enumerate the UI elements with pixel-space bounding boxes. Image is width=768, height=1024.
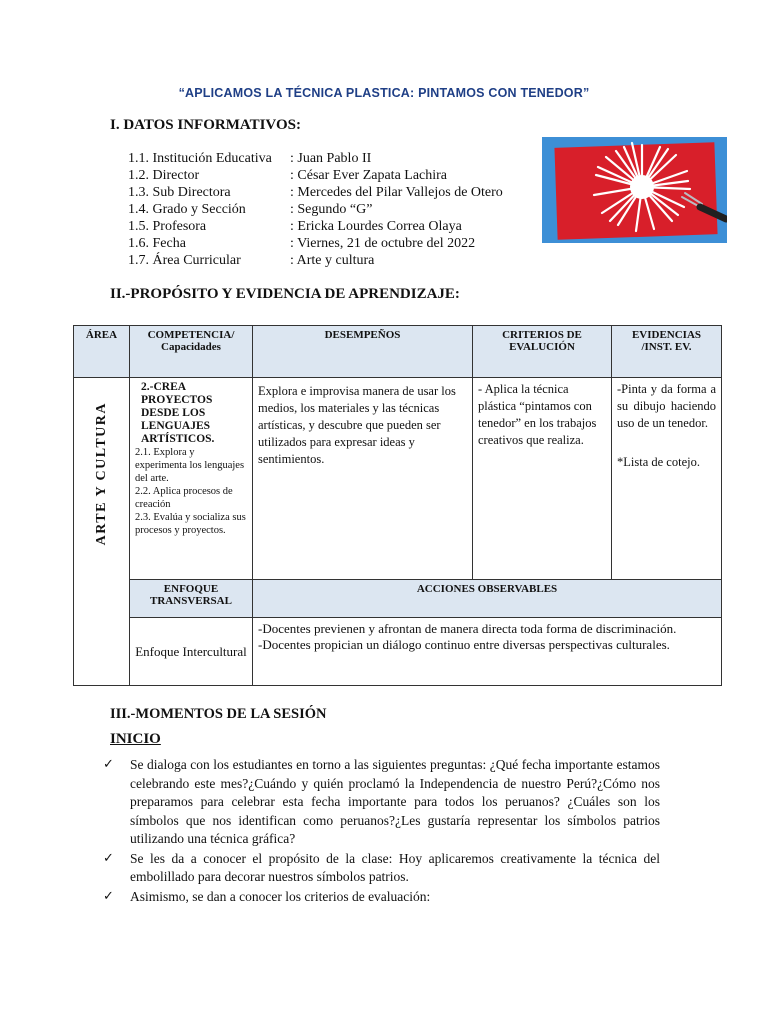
header-capacidades: Capacidades (161, 341, 221, 353)
accion-item: -Docentes previenen y afrontan de manera directa toda forma de discriminación. (258, 621, 677, 636)
header-competencia (130, 326, 253, 378)
header-area: ÁREA (74, 326, 130, 378)
info-label: 1.2. Director (128, 168, 200, 183)
list-item-text: Se dialoga con los estudiantes en torno a las siguientes preguntas: ¿Qué fecha importante estamos celebrando este mes?¿Cuándo y quién proclamó la Independencia de nuestro Perú?¿Cómo nos preparamos para celebrar esta fecha importante para todos los peruanos? ¿Cuáles son los símbolos que nos identifican como peruanos?¿Les gustaría representar los símbolos patrios utilizando una técnica gráfica? (130, 757, 660, 846)
info-label: 1.6. Fecha (128, 236, 186, 251)
fork-painting-photo (542, 137, 727, 243)
check-icon: ✓ (103, 757, 114, 772)
header-criterios: CRITERIOS DE EVALUCIÓN (473, 326, 612, 378)
document-title: “APLICAMOS LA TÉCNICA PLASTICA: PINTAMOS CON TENEDOR” (178, 86, 590, 100)
list-item (103, 756, 660, 849)
info-label: 1.1. Institución Educativa (128, 151, 272, 166)
criterio-cell: - Aplica la técnica plástica “pintamos con tenedor” en los trabajos creativos que realiza. (473, 378, 612, 580)
competencia-cell (130, 378, 253, 580)
enfoque-value: Enfoque Intercultural (130, 618, 253, 686)
header-evidencias: EVIDENCIAS /INST. EV. (612, 326, 722, 378)
info-row (128, 167, 503, 184)
capacidad-item: 2.1. Explora y experimenta los lenguajes del arte. (135, 447, 245, 484)
info-row (128, 201, 503, 218)
inicio-list (103, 756, 660, 907)
info-value: : Arte y cultura (290, 253, 375, 268)
desempeno-cell: Explora e improvisa manera de usar los medios, los materiales y las técnicas artísticas, y descubre que pueden ser utilizados para expresar ideas y sentimientos. (253, 378, 473, 580)
header-desempenos: DESEMPEÑOS (253, 326, 473, 378)
learning-table (73, 325, 722, 686)
white-flower-painting (542, 137, 727, 243)
competencia-title: 2.-CREA PROYECTOS DESDE LOS LENGUAJES ARTÍSTICOS. (141, 381, 215, 445)
list-item-text: Asimismo, se dan a conocer los criterios de evaluación: (130, 888, 431, 904)
section-heading-momentos: III.-MOMENTOS DE LA SESIÓN (110, 706, 327, 722)
info-row (128, 184, 503, 201)
info-value: : Mercedes del Pilar Vallejos de Otero (290, 185, 503, 200)
info-value: : Segundo “G” (290, 202, 373, 217)
info-label: 1.4. Grado y Sección (128, 202, 246, 217)
info-label: 1.7. Área Curricular (128, 253, 241, 268)
info-row (128, 150, 503, 167)
info-value: : Juan Pablo II (290, 151, 372, 166)
area-value: ARTE Y CULTURA (93, 402, 109, 546)
info-row (128, 235, 503, 252)
acciones-cell (253, 618, 722, 686)
capacidad-item: 2.3. Evalúa y socializa sus procesos y proyectos. (135, 512, 246, 536)
enfoque-header: ENFOQUE TRANSVERSAL (130, 580, 253, 618)
info-row (128, 252, 503, 269)
info-list (128, 150, 503, 269)
list-item (103, 888, 660, 907)
section-heading-proposito: II.-PROPÓSITO Y EVIDENCIA DE APRENDIZAJE: (110, 286, 460, 302)
info-value: : Ericka Lourdes Correa Olaya (290, 219, 462, 234)
info-label: 1.5. Profesora (128, 219, 207, 234)
info-value: : Viernes, 21 de octubre del 2022 (290, 236, 476, 251)
acciones-header: ACCIONES OBSERVABLES (253, 580, 722, 618)
check-icon: ✓ (103, 850, 114, 866)
list-item-text: Se les da a conocer el propósito de la clase: Hoy aplicaremos creativamente la técnica del embolillado para decorar nuestros símbolos patrios. (130, 850, 660, 884)
area-cell (74, 378, 130, 686)
capacidad-item: 2.2. Aplica procesos de creación (135, 486, 233, 510)
check-icon: ✓ (103, 888, 114, 904)
evidencia-text: -Pinta y da forma a su dibujo haciendo uso de un tenedor. (617, 382, 716, 430)
evidencia-cell (612, 378, 722, 580)
info-label: 1.3. Sub Directora (128, 185, 231, 200)
inicio-heading: INICIO (110, 731, 161, 747)
info-row (128, 218, 503, 235)
instrumento-text: *Lista de cotejo. (617, 455, 700, 469)
header-competencia-title: COMPETENCIA/ (147, 329, 235, 341)
info-value: : César Ever Zapata Lachira (290, 168, 448, 183)
section-heading-datos: I. DATOS INFORMATIVOS: (110, 117, 301, 133)
accion-item: -Docentes propician un diálogo continuo entre diversas perspectivas culturales. (258, 637, 670, 652)
list-item (103, 850, 660, 887)
